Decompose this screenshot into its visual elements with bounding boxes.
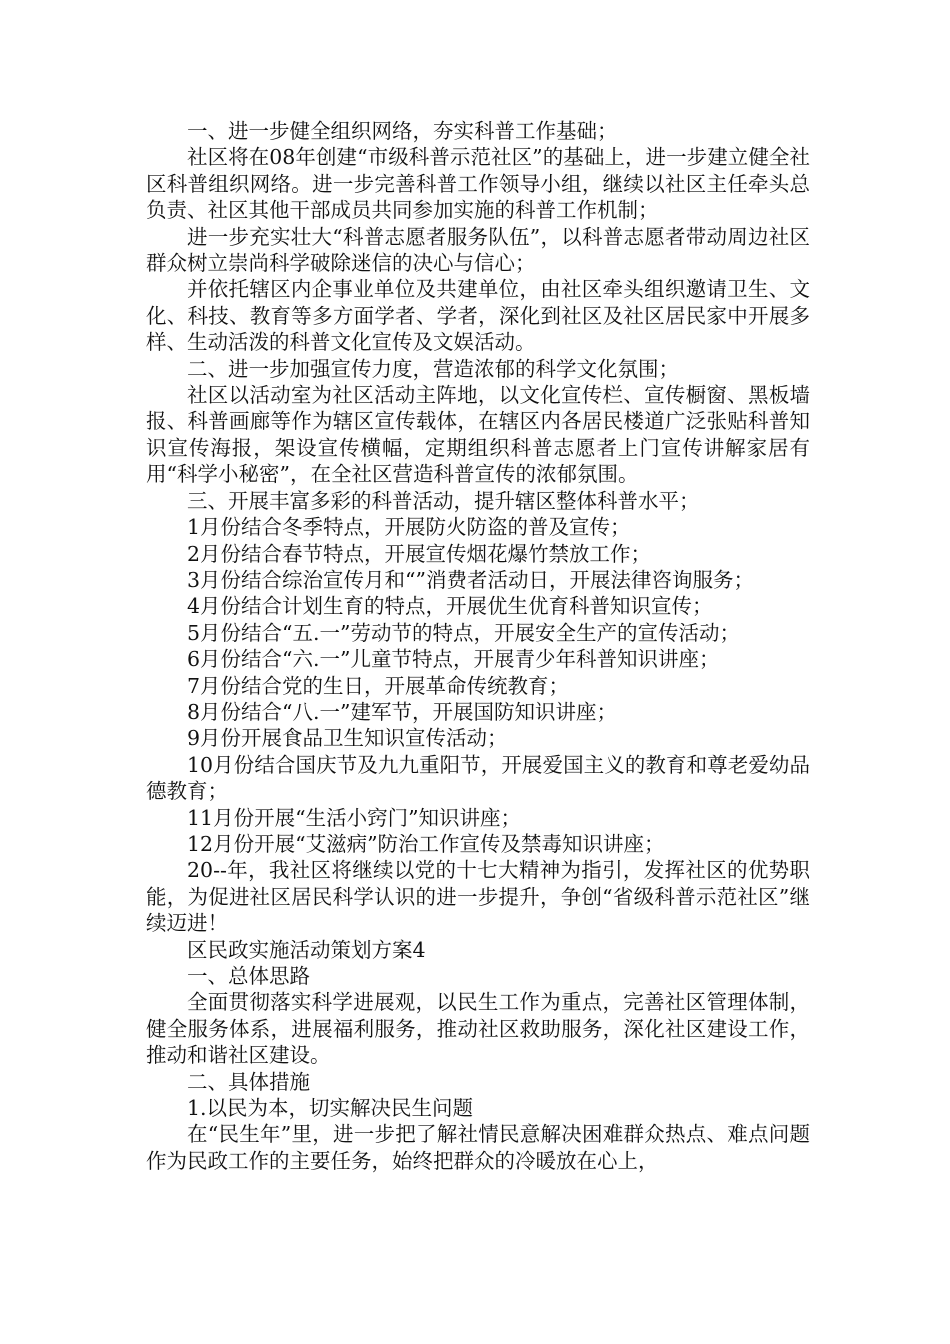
paragraph: 一、总体思路: [187, 964, 310, 988]
paragraph: 2月份结合春节特点，开展宣传烟花爆竹禁放工作；: [187, 541, 652, 566]
paragraph: 8月份结合“八.一”建军节，开展国防知识讲座；: [187, 699, 618, 724]
paragraph: 并依托辖区内企事业单位及共建单位，由社区牵头组织邀请卫生、文化、科技、教育等多方面学者、学者，深化到社区及社区居民家中开展多样、生动活泼的科普文化宣传及文娱活动。: [146, 277, 810, 355]
paragraph: 1月份结合冬季特点，开展防火防盗的普及宣传；: [187, 515, 631, 540]
paragraph: 12月份开展“艾滋病”防治工作宣传及禁毒知识讲座；: [187, 831, 665, 856]
paragraph: 7月份结合党的生日，开展革命传统教育；: [187, 673, 570, 698]
paragraph: 社区将在08年创建“市级科普示范社区”的基础上，进一步建立健全社区科普组织网络。进一步完善科普工作领导小组，继续以社区主任牵头总负责、社区其他干部成员共同参加实施的科普工作机制；: [146, 145, 810, 223]
paragraph: 社区以活动室为社区活动主阵地，以文化宣传栏、宣传橱窗、黑板墙报、科普画廊等作为辖区宣传载体，在辖区内各居民楼道广泛张贴科普知识宣传海报，架设宣传横幅，定期组织科普志愿者上门宣传讲解家居有用“科学小秘密”，在全社区营造科普宣传的浓郁氛围。: [146, 383, 810, 487]
paragraph: 20--年，我社区将继续以党的十七大精神为指引，发挥社区的优势职能，为促进社区居民科学认识的进一步提升，争创“省级科普示范社区”继续迈进！: [146, 858, 810, 936]
paragraph: 5月份结合“五.一”劳动节的特点，开展安全生产的宣传活动；: [187, 620, 741, 645]
paragraph: 一、进一步健全组织网络，夯实科普工作基础；: [187, 119, 618, 143]
paragraph: 4月份结合计划生育的特点，开展优生优育科普知识宣传；: [187, 594, 713, 619]
paragraph: 11月份开展“生活小窍门”知识讲座；: [187, 805, 522, 830]
paragraph: 6月份结合“六.一”儿童节特点，开展青少年科普知识讲座；: [187, 647, 720, 672]
paragraph: 全面贯彻落实科学进展观，以民生工作为重点，完善社区管理体制，健全服务体系，进展福利服务，推动社区救助服务，深化社区建设工作，推动和谐社区建设。: [146, 990, 810, 1068]
paragraph: 二、进一步加强宣传力度，营造浓郁的科学文化氛围；: [187, 356, 679, 381]
paragraph: 二、具体措施: [187, 1069, 310, 1094]
document-body: [146, 118, 810, 1174]
paragraph: 进一步充实壮大“科普志愿者服务队伍”，以科普志愿者带动周边社区群众树立崇尚科学破除迷信的决心与信心；: [146, 224, 810, 276]
section-heading: 区民政实施活动策划方案4: [187, 937, 426, 962]
paragraph: 在“民生年”里，进一步把了解社情民意解决困难群众热点、难点问题作为民政工作的主要任务，始终把群众的冷暖放在心上，: [146, 1122, 810, 1173]
paragraph: 10月份结合国庆节及九九重阳节，开展爱国主义的教育和尊老爱幼品德教育；: [146, 752, 810, 804]
paragraph: 3月份结合综治宣传月和“”消费者活动日，开展法律咨询服务；: [187, 567, 755, 592]
paragraph: 1.以民为本，切实解决民生问题: [187, 1096, 474, 1121]
paragraph: 9月份开展食品卫生知识宣传活动；: [187, 726, 508, 751]
paragraph: 三、开展丰富多彩的科普活动，提升辖区整体科普水平；: [187, 488, 700, 513]
